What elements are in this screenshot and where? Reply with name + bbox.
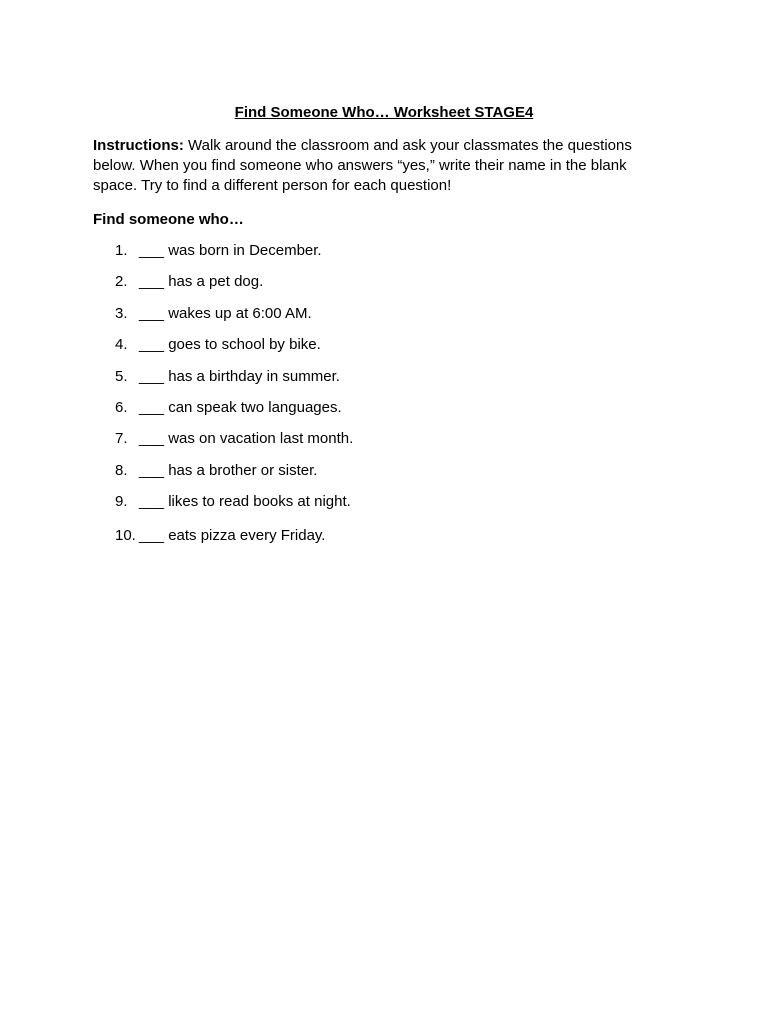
question-text: ___ eats pizza every Friday. [139,527,326,544]
question-number: 1. [115,242,128,259]
question-number: 8. [115,462,128,479]
instructions-text: Walk around the classroom and ask your classmates the questions below. When you find someone who answers “yes,” write their name in the blank space. Try to find a different person for each question! [93,137,632,194]
question-number: 2. [115,273,128,290]
question-number: 10. [115,527,136,544]
find-someone-heading: Find someone who… [93,211,244,228]
question-number: 5. [115,368,128,385]
question-text: ___ has a brother or sister. [139,462,318,479]
question-text: ___ has a birthday in summer. [139,368,340,385]
question-number: 6. [115,399,128,416]
question-text: ___ was on vacation last month. [139,430,354,447]
question-number: 3. [115,305,128,322]
worksheet-title: Find Someone Who… Worksheet STAGE4 [234,104,534,121]
question-text: ___ goes to school by bike. [139,336,321,353]
question-number: 4. [115,336,128,353]
question-text: ___ likes to read books at night. [139,493,351,510]
question-number: 7. [115,430,128,447]
question-text: ___ was born in December. [139,242,322,259]
question-number: 9. [115,493,128,510]
question-text: ___ has a pet dog. [139,273,264,290]
question-text: ___ wakes up at 6:00 AM. [139,305,312,322]
question-text: ___ can speak two languages. [139,399,342,416]
instructions-label: Instructions: [93,137,184,154]
instructions-paragraph [93,136,663,196]
